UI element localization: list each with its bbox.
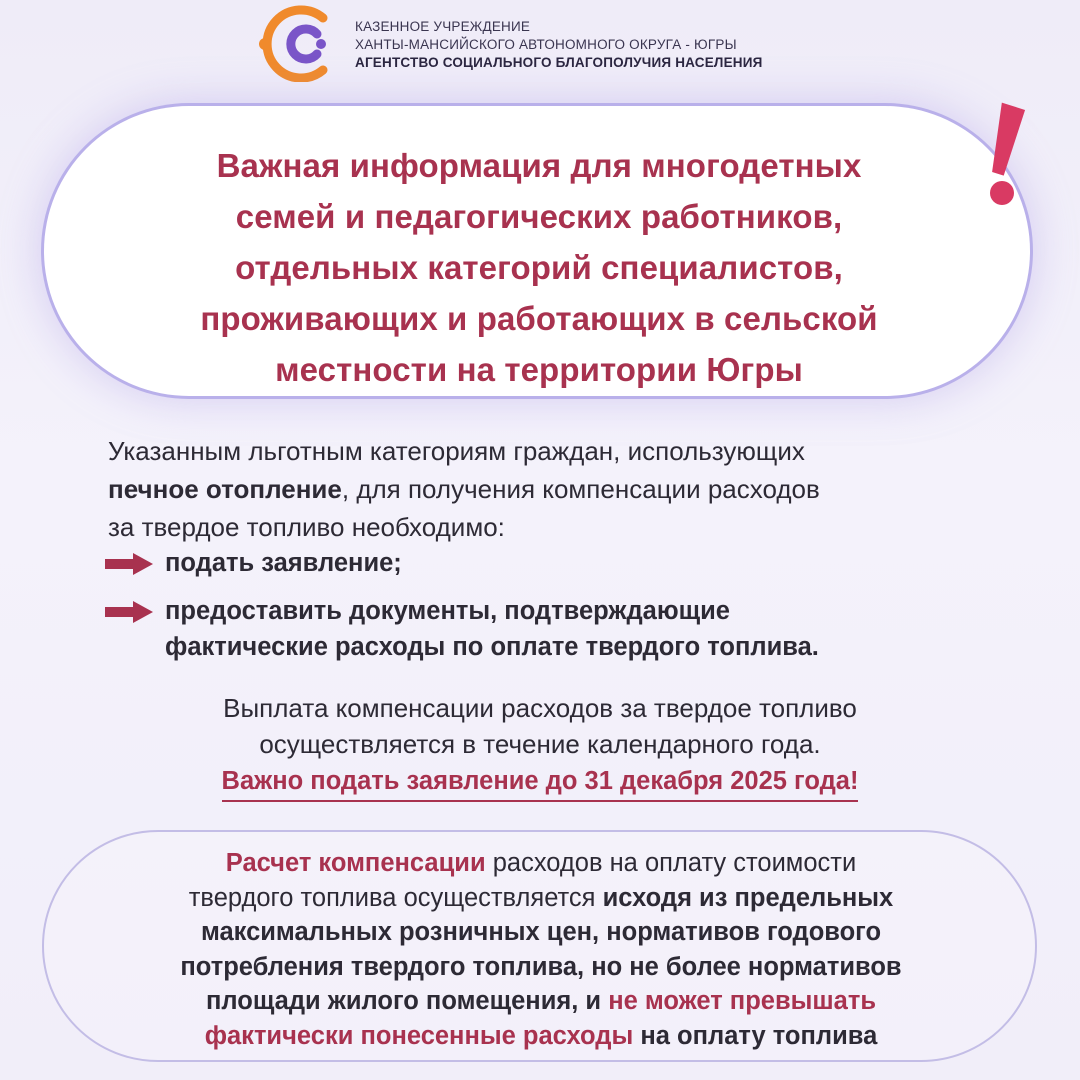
calc-text-part: расходов на оплату стоимости [485,849,857,877]
title-line: Важная информация для многодетных [216,147,862,184]
intro-text: за твердое топливо необходимо: [108,512,505,542]
payment-line: Выплата компенсации расходов за твердое топливо [223,693,857,723]
intro-text: , для получения компенсации расходов [341,474,820,504]
calc-bold: площади жилого помещения, и [205,987,609,1015]
arrow-right-icon [105,553,153,575]
list-item [105,593,1005,665]
exclamation-icon [969,98,1049,218]
title-pill [44,106,1030,396]
calc-text-part: твердого топлива осуществляется [188,883,603,912]
calc-line [136,950,946,985]
intro-text: Указанным льготным категориям граждан, использующих [108,436,805,466]
org-line: АГЕНТСТВО СОЦИАЛЬНОГО БЛАГОПОЛУЧИЯ НАСЕЛЕНИЯ [355,55,763,70]
calc-line [136,984,946,1019]
agency-logo-icon [255,4,345,82]
intro-line [108,508,1008,546]
title-line: отдельных категорий специалистов, [235,249,843,286]
calc-bold: на оплату топлива [633,1021,878,1050]
calc-highlight: Расчет компенсации [225,849,486,877]
calc-line [136,1019,946,1054]
payment-line: осуществляется в течение календарного года. [259,729,821,759]
calc-bold: максимальных розничных цен, нормативов годового [200,918,882,946]
calc-highlight: не может превышать [608,987,877,1015]
deadline-wrap [90,764,990,802]
list-item-text: фактические расходы по оплате твердого топлива. [165,633,819,661]
title-line: проживающих и работающих в сельской [200,300,878,337]
deadline-notice: Важно подать заявление до 31 декабря 2025 года! [222,764,859,802]
arrow-right-icon [105,601,153,623]
calc-bold: потребления твердого топлива, но не более нормативов [180,952,902,981]
calculation-text [136,846,946,1053]
title-line: семей и педагогических работников, [235,198,843,235]
org-line: КАЗЕННОЕ УЧРЕЖДЕНИЕ [355,19,531,34]
title-line: местности на территории Югры [275,351,803,388]
calc-bold: исходя из предельных [602,883,894,912]
org-line: ХАНТЫ-МАНСИЙСКОГО АВТОНОМНОГО ОКРУГА - ЮГРЫ [355,37,737,52]
intro-bold-text: печное отопление [108,474,342,504]
page-title [144,140,934,395]
header [255,4,875,82]
calc-line [136,881,946,916]
calc-line [136,846,946,881]
requirements-list [105,545,1005,665]
payment-note [90,690,990,802]
list-item [105,545,1005,581]
list-item-text: предоставить документы, подтверждающие [165,597,730,625]
calc-highlight: фактически понесенные расходы [204,1021,634,1050]
list-item-text: подать заявление; [165,549,402,577]
calculation-pill [42,830,1037,1062]
org-name [355,18,763,72]
intro-line [108,432,1008,470]
intro-paragraph [108,432,1008,546]
calc-line [136,915,946,950]
intro-line [108,470,1008,508]
